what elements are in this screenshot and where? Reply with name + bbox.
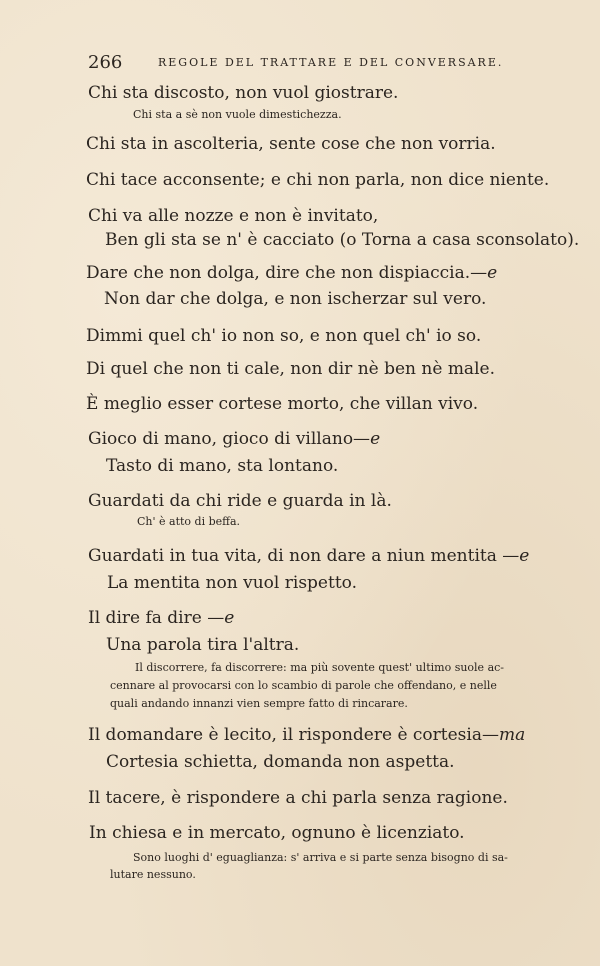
proverb-line: Chi va alle nozze e non è invitato, — [88, 206, 379, 226]
conjunction: e — [487, 263, 498, 283]
proverb-line — [88, 428, 380, 450]
proverb-note: Ch' è atto di beffa. — [137, 515, 241, 528]
proverb-line: Chi tace acconsente; e chi non parla, non dice niente. — [86, 170, 550, 190]
proverb-line: Ben gli sta se n' è cacciato (o Torna a casa sconsolato). — [105, 230, 580, 250]
proverb-line: Di quel che non ti cale, non dir nè ben nè male. — [86, 359, 495, 379]
proverb-text: Guardati in tua vita, di non dare a niun mentita — — [88, 546, 520, 566]
proverb-line: Tasto di mano, sta lontano. — [106, 456, 339, 476]
proverb-line: Guardati da chi ride e guarda in là. — [88, 491, 392, 511]
conjunction: e — [224, 608, 235, 628]
proverb-text: Gioco di mano, gioco di villano— — [88, 429, 371, 449]
proverb-line: Una parola tira l'altra. — [106, 635, 300, 655]
conjunction: e — [370, 429, 381, 449]
proverb-line: È meglio esser cortese morto, che villan vivo. — [86, 394, 479, 414]
proverb-line: Il tacere, è rispondere a chi parla senza ragione. — [88, 788, 508, 808]
proverb-line — [88, 724, 525, 746]
proverb-line — [86, 262, 497, 284]
proverb-text: Il domandare è lecito, il rispondere è cortesia— — [88, 725, 499, 745]
proverb-line: Chi sta in ascolteria, sente cose che non vorria. — [86, 134, 496, 154]
proverb-note: lutare nessuno. — [110, 868, 196, 881]
page-number: 266 — [88, 52, 123, 73]
proverb-line: Non dar che dolga, e non ischerzar sul vero. — [104, 289, 487, 309]
proverb-text: Il dire fa dire — — [88, 608, 225, 628]
page-header — [88, 52, 518, 74]
proverb-text: Dare che non dolga, dire che non dispiaccia.— — [86, 263, 488, 283]
proverb-line: Dimmi quel ch' io non so, e non quel ch' io so. — [86, 326, 482, 346]
conjunction: ma — [498, 725, 526, 745]
proverb-line: Cortesia schietta, domanda non aspetta. — [106, 752, 455, 772]
proverb-line: Chi sta discosto, non vuol giostrare. — [88, 83, 399, 103]
proverb-line: La mentita non vuol rispetto. — [107, 573, 357, 593]
running-title: REGOLE DEL TRATTARE E DEL CONVERSARE. — [158, 56, 504, 69]
proverb-note: Sono luoghi d' eguaglianza: s' arriva e si parte senza bisogno di sa- — [133, 851, 508, 864]
proverb-note: cennare al provocarsi con lo scambio di parole che offendano, e nelle — [110, 679, 497, 692]
proverb-note: Chi sta a sè non vuole dimestichezza. — [133, 108, 342, 121]
proverb-note: quali andando innanzi vien sempre fatto di rincarare. — [110, 697, 408, 710]
conjunction: e — [519, 546, 530, 566]
proverb-line — [88, 545, 529, 567]
proverb-note: Il discorrere, fa discorrere: ma più sovente quest' ultimo suole ac- — [135, 661, 504, 674]
proverb-line — [88, 607, 234, 629]
proverb-line: In chiesa e in mercato, ognuno è licenziato. — [89, 823, 465, 843]
